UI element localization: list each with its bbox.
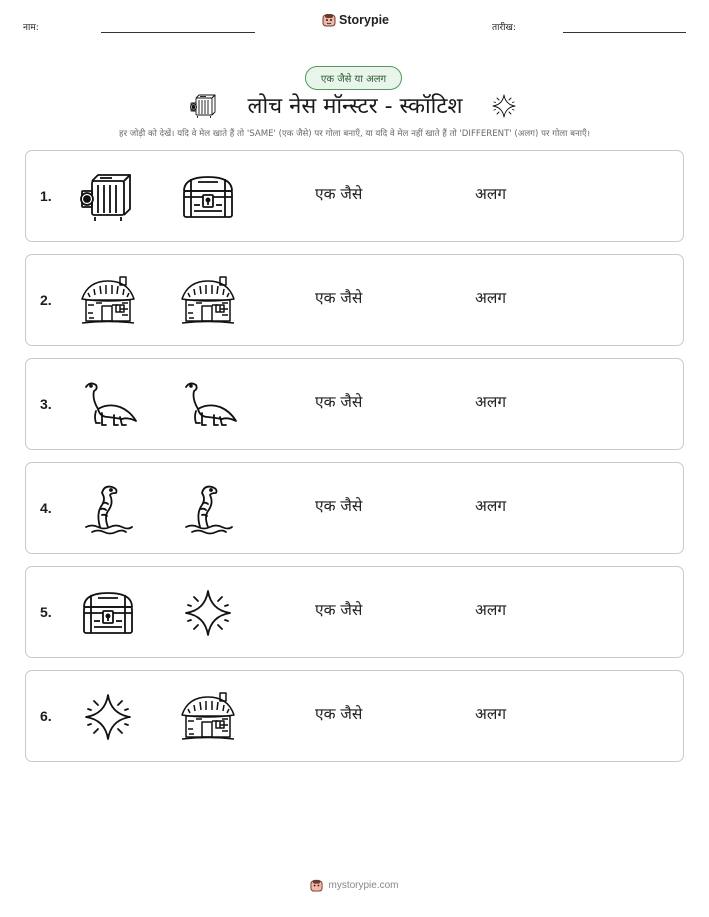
question-number: 4. bbox=[40, 500, 52, 516]
sparkle-icon bbox=[178, 585, 238, 641]
question-card bbox=[25, 358, 684, 450]
sparkle-icon bbox=[489, 91, 519, 121]
same-option[interactable]: एक जैसे bbox=[315, 393, 363, 411]
question-number: 6. bbox=[40, 708, 52, 724]
dinosaur-icon bbox=[178, 377, 238, 433]
footer-url[interactable]: mystorypie.com bbox=[328, 880, 399, 891]
dinosaur-icon bbox=[78, 377, 138, 433]
different-option[interactable]: अलग bbox=[475, 289, 507, 307]
footer bbox=[0, 879, 709, 892]
camera-icon bbox=[78, 169, 138, 225]
different-option[interactable]: अलग bbox=[475, 497, 507, 515]
different-option[interactable]: अलग bbox=[475, 185, 507, 203]
question-card bbox=[25, 462, 684, 554]
brand bbox=[322, 13, 389, 27]
treasure-chest-icon bbox=[178, 169, 238, 225]
camera-icon bbox=[189, 91, 219, 121]
question-number: 3. bbox=[40, 396, 52, 412]
cottage-icon bbox=[178, 273, 238, 329]
instructions: हर जोड़ी को देखें। यदि वे मेल खाते हैं तो 'SAME' (एक जैसे) पर गोला बनाएँ, या यदि वे मेल नहीं खाते हैं तो 'DIFFERENT' (अलग) पर गोला बनाएँ। bbox=[119, 129, 590, 139]
sea-serpent-icon bbox=[78, 481, 138, 537]
question-card bbox=[25, 670, 684, 762]
sea-serpent-icon bbox=[178, 481, 238, 537]
same-option[interactable]: एक जैसे bbox=[315, 289, 363, 307]
worksheet-header bbox=[0, 0, 709, 40]
storypie-logo-icon bbox=[310, 879, 323, 892]
title-row bbox=[0, 88, 709, 126]
page-title: लोच नेस मॉन्स्टर - स्कॉटिश bbox=[247, 94, 463, 119]
question-number: 2. bbox=[40, 292, 52, 308]
different-option[interactable]: अलग bbox=[475, 601, 507, 619]
activity-type-badge: एक जैसे या अलग bbox=[305, 66, 402, 90]
different-option[interactable]: अलग bbox=[475, 393, 507, 411]
same-option[interactable]: एक जैसे bbox=[315, 601, 363, 619]
question-number: 1. bbox=[40, 188, 52, 204]
different-option[interactable]: अलग bbox=[475, 705, 507, 723]
date-label: तारीख: bbox=[492, 23, 516, 33]
cottage-icon bbox=[78, 273, 138, 329]
brand-name: Storypie bbox=[339, 13, 390, 27]
date-field[interactable] bbox=[563, 32, 686, 33]
name-field[interactable] bbox=[101, 32, 255, 33]
question-card bbox=[25, 566, 684, 658]
sparkle-icon bbox=[78, 689, 138, 745]
question-card bbox=[25, 150, 684, 242]
treasure-chest-icon bbox=[78, 585, 138, 641]
cottage-icon bbox=[178, 689, 238, 745]
name-label: नाम: bbox=[23, 23, 39, 33]
same-option[interactable]: एक जैसे bbox=[315, 185, 363, 203]
same-option[interactable]: एक जैसे bbox=[315, 497, 363, 515]
storypie-logo-icon bbox=[322, 13, 336, 27]
same-option[interactable]: एक जैसे bbox=[315, 705, 363, 723]
question-card bbox=[25, 254, 684, 346]
question-number: 5. bbox=[40, 604, 52, 620]
